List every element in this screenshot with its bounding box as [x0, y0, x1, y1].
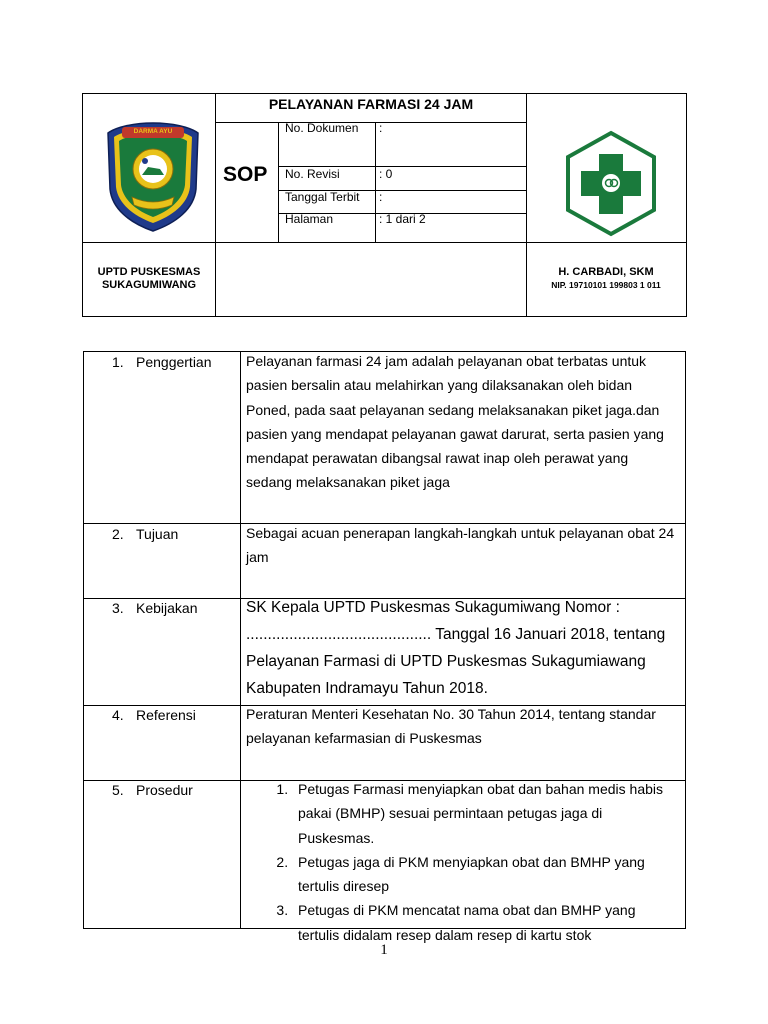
procedure-step: 2. Petugas jaga di PKM menyiapkan obat dan BMHP yang tertulis diresep	[292, 850, 676, 899]
section-label: Kebijakan	[136, 600, 198, 616]
signer-nip: NIP. 19710101 199803 1 011	[551, 280, 661, 290]
divider	[278, 122, 279, 242]
divider	[215, 94, 216, 316]
section-number: 1.	[112, 354, 124, 370]
signer-block	[527, 266, 685, 292]
procedure-steps	[246, 777, 676, 947]
meta-label-no-dokumen: No. Dokumen	[285, 121, 359, 135]
meta-label-halaman: Halaman	[285, 212, 334, 226]
organization-name	[83, 266, 215, 292]
meta-label-no-revisi: No. Revisi	[285, 167, 340, 181]
section-number: 3.	[112, 600, 124, 616]
section-label: Prosedur	[136, 782, 193, 798]
organization-line-1: UPTD PUSKESMAS	[97, 266, 201, 278]
sop-label: SOP	[223, 163, 268, 186]
signer-name: H. CARBADI, SKM	[558, 266, 654, 278]
divider	[83, 242, 686, 243]
procedure-step: 1. Petugas Farmasi menyiapkan obat dan bahan medis habis pakai (BMHP) sesuai permintaan petugas jaga di Puskesmas.	[292, 777, 676, 850]
meta-value-no-revisi: : 0	[379, 167, 393, 181]
section-label: Referensi	[136, 707, 196, 723]
puskesmas-logo	[563, 130, 659, 237]
section-text: Pelayanan farmasi 24 jam adalah pelayanan obat terbatas untuk pasien bersalin atau melahirkan yang dilaksanakan oleh bidan Poned, pada saat pelayanan sedang melaksanakan piket jaga.dan pasien yang mendapat pelayanan gawat darurat, serta pasien yang mendapat perawatan dibangsal rawat inap oleh perawat yang sedang melaksanakan piket jaga	[246, 353, 664, 491]
document-title: PELAYANAN FARMASI 24 JAM	[268, 96, 474, 112]
section-number: 5.	[112, 782, 124, 798]
section-number: 2.	[112, 526, 124, 542]
sop-header-table	[82, 93, 687, 317]
divider	[240, 352, 241, 928]
meta-label-tanggal-terbit: Tanggal Terbit	[285, 190, 360, 204]
divider	[215, 122, 526, 123]
organization-line-2: SUKAGUMIWANG	[101, 279, 197, 291]
indramayu-regency-logo	[102, 119, 204, 235]
sop-content-table	[83, 351, 686, 943]
page-number: 1	[380, 942, 388, 958]
meta-value-halaman: : 1 dari 2	[379, 212, 426, 226]
section-text: Peraturan Menteri Kesehatan No. 30 Tahun 2014, tentang standar pelayanan kefarmasian di Puskesmas	[246, 706, 656, 747]
section-label: Tujuan	[136, 526, 179, 542]
divider	[375, 122, 376, 242]
section-text: Sebagai acuan penerapan langkah-langkah untuk pelayanan obat 24 jam	[246, 525, 675, 566]
section-label: Penggertian	[136, 354, 212, 370]
section-number: 4.	[112, 707, 124, 723]
procedure-step: 3. Petugas di PKM mencatat nama obat dan BMHP yang tertulis didalam resep dalam resep di kartu stok	[292, 898, 676, 947]
meta-value-tanggal-terbit: :	[379, 190, 383, 204]
logo-motto-text: DARMA AYU	[133, 128, 173, 135]
section-text: SK Kepala UPTD Puskesmas Sukagumiwang Nomor : ........................................... Tanggal 16 Januari 2018, tentang Pelayanan Farmasi di UPTD Puskesmas Sukagumiawang Kabupaten Indramayu Tahun 2018.	[246, 599, 666, 697]
meta-value-no-dokumen: :	[379, 121, 383, 135]
